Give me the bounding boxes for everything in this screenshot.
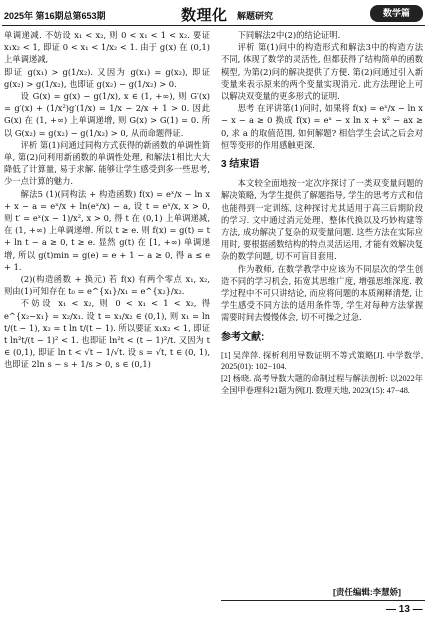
page-header [0,0,427,27]
paragraph: 本文较全面地按一定次序探讨了一类双变量问题的解决策略, 为学生提供了解题指导, 学生的思考方式和信也能得到一定训练, 这种探讨尤其适用于高三后期阶段的学习. 文中通过消元处理、整体代换以及巧妙构建等方法, 成功解决了复杂的双变量问题. 这些方法在实际应用时, 要根据函数结构的特点灵活运用, 才能有效解决复杂的数学问题, 切不可盲目套用. [221,178,423,262]
paragraph: 设 G(x) = g(x) − g(1/x), x ∈ (1, +∞), 则 G′(x) = g′(x) + (1/x²)g′(1/x) = 1/x − 2/x + 1 > 0. 因此 G(x) 在 (1, +∞) 上单调递增, 则 G(x) > G(1) = 0. 所以 G(x₂) = g(x₂) − g(1/x₂) > 0, 从而命题得证. [4,91,210,138]
footer-rule [221,600,425,601]
reference-item: [1] 吴萍萍. 探析利用导数证明不等式策略[J]. 中学数学, 2025(01): 102−104. [221,350,423,372]
comment-paragraph: 评析 第(1)问通过同构方式获得的新函数的单调性简单, 第(2)问利用新函数的单调性处理, 和解法1相比大大降低了计算量, 易于求解. 能够让学生感受到多一些思考, 少一点计算的魅力. [4,139,210,187]
references-heading: 参考文献: [221,331,265,343]
page-number: — 13 — [386,604,423,615]
paragraph: (2)(构造函数 + 换元) 若 f(x) 有两个零点 x₁, x₂, 则由(1)可知存在 t₀ = e^{x₁}/x₁ = e^{x₂}/x₂. [4,274,210,297]
left-column [4,29,210,371]
paragraph: 不妨设 x₁ < x₂, 则 0 < x₁ < 1 < x₂, 得 e^{x₂−x₁} = x₂/x₁. 设 t = x₁/x₂ ∈ (0,1), 则 x₁ = ln t/(t − 1), x₂ = t ln t/(t − 1). 所以要证 x₁x₂ < 1, 即证 t ln²t/(t − 1)² < 1. 也即证 ln²t < (t − 1)²/t. 又因为 t ∈ (0,1), 即证 ln t < √t − 1/√t. 设 s = √t, t ∈ (0, 1), 也即证 2ln s − s + 1/s > 0, s ∈ (0,1) [4,298,210,370]
brand-badge: 数学篇 [370,5,423,22]
references-list [221,350,423,396]
paragraph: 单调递减. 不妨设 x₁ < x₂, 则 0 < x₁ < 1 < x₂. 要证 x₁x₂ < 1, 即证 0 < x₁ < 1/x₂ < 1. 由于 g(x) 在 (0,1) 上单调递减, [4,30,210,65]
header-rule [2,25,425,26]
solution-5-paragraph: 解法5 (1)(同构法 + 构造函数) f(x) = eˣ/x − ln x + x − a = eˣ/x + ln(eˣ/x) − a, 设 t = eˣ/x, x > 0, 则 t′ = eˣ(x − 1)/x², x > 0, 得 t 在 (0,1) 上单调递减, 在 (1, +∞) 上单调递增. 所以 t ≥ e. 则 f(x) = g(t) = t + ln t − a ≥ 0, t ≥ e. 显然 g(t) 在 [1, +∞) 单调递增, 所以 g(t)min = g(e) = e + 1 − a ≥ 0, 得 a ≤ e + 1. [4,188,210,272]
journal-title: 数理化 [181,7,228,24]
reference-item: [2] 杨晓. 高考导数大题的命制过程与解法剖析: 以2022年全国甲卷理科21题为例[J]. 数理天地, 2023(15): 47−48. [221,374,423,395]
section-heading: 3 结束语 [221,159,260,171]
comment-paragraph: 评析 第(1)问中的构造形式和解法3中的构造方法不同, 体现了数学的灵活性, 但都获得了结构简单的函数模型, 为第(2)问的解决提供了方便. 第(2)问通过引入新变量来表示原来的两个变量实现消元. 此方法理论上可以解决双变量的更多形式的证明. [221,42,423,102]
paragraph: 即证 g(x₁) > g(1/x₂). 又因为 g(x₁) = g(x₂), 即证 g(x₂) > g(1/x₂), 也即证 g(x₂) − g(1/x₂) > 0. [4,66,210,89]
paragraph: 下同解法2中(2)的结论证明. [237,30,341,40]
issue-label: 2025年 第16期总第653期 [4,11,106,21]
paragraph: 作为教师, 在数学教学中应该为不同层次的学生创造不同的学习机会, 拓宽其思维广度, 增强思维深度. 教学过程中不可只讲结论, 而应将问题的本质阐释清楚, 让学生感受不同方法的适用条件等, 学生对每种方法掌握需要时间去慢慢体会, 切不可操之过急. [221,263,423,323]
section-label: 解题研究 [237,11,274,21]
right-column [221,29,423,396]
editor-credit: [责任编辑:李慧娇] [333,587,401,597]
think-paragraph: 思考 在评讲第(1)问时, 如果将 f(x) = eˣ/x − ln x − x − a ≥ 0 换成 f(x) = eˣ − x ln x + x² − ax ≥ 0, 求 a 的取值范围, 如何解题? 相信学生会试之后会对恒等变形的作用感触更深. [221,103,423,150]
